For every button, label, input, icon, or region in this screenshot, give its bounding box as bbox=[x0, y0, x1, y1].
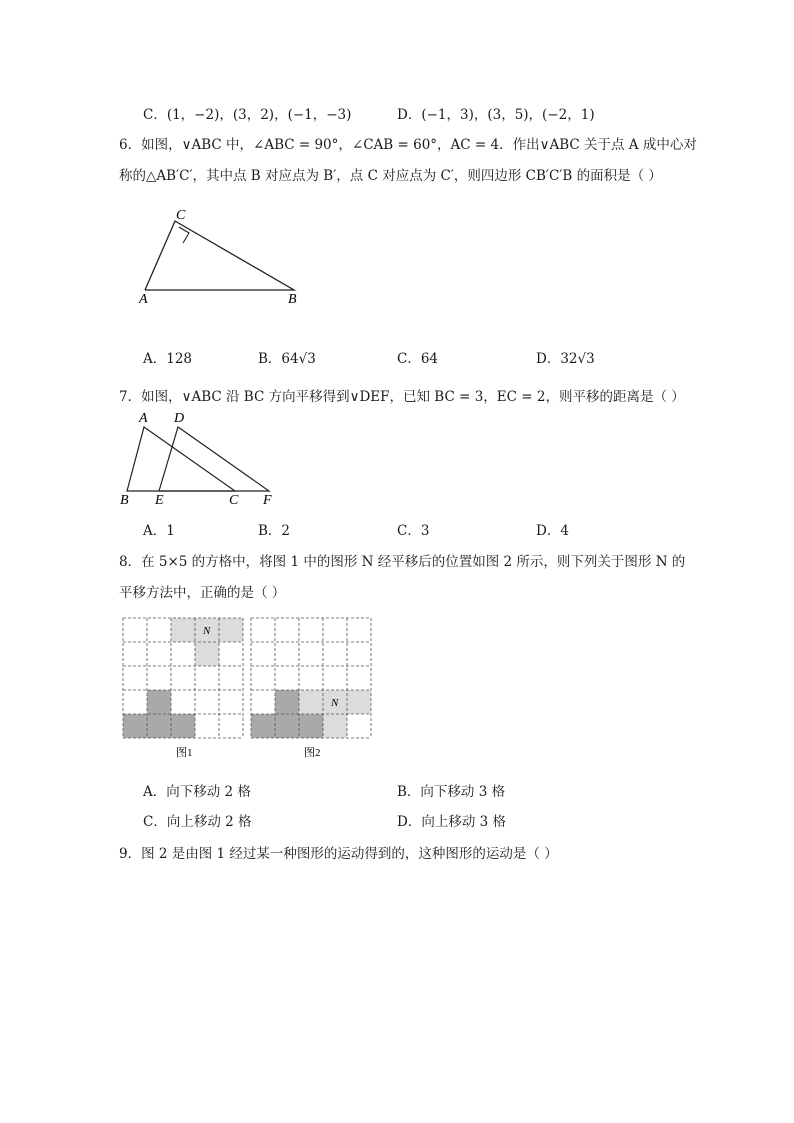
q8-option-b: B．向下移动 3 格 bbox=[397, 784, 506, 800]
q7-triangle-def bbox=[159, 427, 269, 491]
q7-label-f: F bbox=[263, 493, 272, 508]
q7-option-b: B．2 bbox=[258, 523, 291, 539]
q5-option-d: D．(−1，3)，(3，5)，(−2，1) bbox=[397, 107, 595, 123]
q6-triangle-figure bbox=[130, 200, 330, 310]
q8-fig2-n-label: N bbox=[331, 697, 339, 709]
q6-option-b: B．64√3 bbox=[258, 351, 316, 367]
q6-label-a: A bbox=[139, 292, 148, 307]
q8-fig1-caption: 图1 bbox=[176, 747, 193, 759]
q9-stem-line1: 9．图 2 是由图 1 经过某一种图形的运动得到的，这种图形的运动是（ ） bbox=[119, 846, 558, 862]
q7-option-c: C．3 bbox=[397, 523, 430, 539]
q8-fig2-n-cell bbox=[299, 690, 323, 714]
q8-fig2-caption: 图2 bbox=[304, 747, 321, 759]
q7-stem-line1: 7．如图，∨ABC 沿 BC 方向平移得到∨DEF，已知 BC = 3，EC = 2，则平移的距离是（ ） bbox=[119, 389, 685, 405]
q8-fig2-dark-cell bbox=[299, 714, 323, 738]
q6-option-c: C．64 bbox=[397, 351, 439, 367]
q7-triangle-abc bbox=[127, 427, 235, 491]
q8-stem-line1: 8．在 5×5 的方格中，将图 1 中的图形 N 经平移后的位置如图 2 所示，则下列关于图形 N 的 bbox=[119, 554, 686, 570]
q5-option-c: C．(1，−2)，(3，2)，(−1，−3) bbox=[143, 107, 352, 123]
q7-label-d: D bbox=[174, 411, 185, 426]
q8-fig2-dark-cell bbox=[251, 714, 275, 738]
q8-stem-line2: 平移方法中，正确的是（ ） bbox=[119, 585, 286, 601]
q6-stem-line1: 6．如图，∨ABC 中，∠ABC = 90°，∠CAB = 60°，AC = 4．作出∨ABC 关于点 A 成中心对 bbox=[119, 137, 697, 153]
q7-translation-figure bbox=[115, 406, 290, 508]
q8-fig2-n-cell bbox=[347, 690, 371, 714]
q7-label-a: A bbox=[139, 411, 148, 426]
q6-label-c: C bbox=[176, 208, 186, 223]
q7-label-b: B bbox=[120, 493, 129, 508]
q8-option-c: C．向上移动 2 格 bbox=[143, 814, 252, 830]
q7-option-a: A．1 bbox=[143, 523, 175, 539]
q7-label-c: C bbox=[229, 493, 239, 508]
q8-fig1-dark-cell bbox=[171, 714, 195, 738]
q8-option-a: A．向下移动 2 格 bbox=[143, 784, 251, 800]
q8-fig1-dark-cell bbox=[147, 714, 171, 738]
q7-option-d: D．4 bbox=[536, 523, 569, 539]
q8-option-d: D．向上移动 3 格 bbox=[397, 814, 506, 830]
q8-fig2-n-cell bbox=[323, 714, 347, 738]
q6-right-angle-mark bbox=[179, 227, 189, 243]
q6-option-a: A．128 bbox=[143, 351, 193, 367]
q8-fig1-n-cell bbox=[171, 618, 195, 642]
q8-fig1-dark-cell bbox=[147, 690, 171, 714]
q6-stem-line2: 称的△AB′C′，其中点 B 对应点为 B′，点 C 对应点为 C′，则四边形 CB′C′B 的面积是（ ） bbox=[119, 168, 662, 184]
q6-option-d: D．32√3 bbox=[536, 351, 595, 367]
q8-fig2-dark-cell bbox=[275, 714, 299, 738]
q6-label-b: B bbox=[288, 292, 297, 307]
q8-grid-figure-2 bbox=[250, 617, 374, 767]
q8-fig1-n-cell bbox=[219, 618, 243, 642]
q8-fig1-n-cell bbox=[195, 642, 219, 666]
q7-label-e: E bbox=[155, 493, 164, 508]
q8-fig1-dark-cell bbox=[123, 714, 147, 738]
q8-fig2-dark-cell bbox=[275, 690, 299, 714]
q8-grid-figure-1 bbox=[122, 617, 246, 767]
q6-triangle-abc bbox=[145, 221, 294, 290]
q8-fig1-n-label: N bbox=[203, 625, 211, 637]
